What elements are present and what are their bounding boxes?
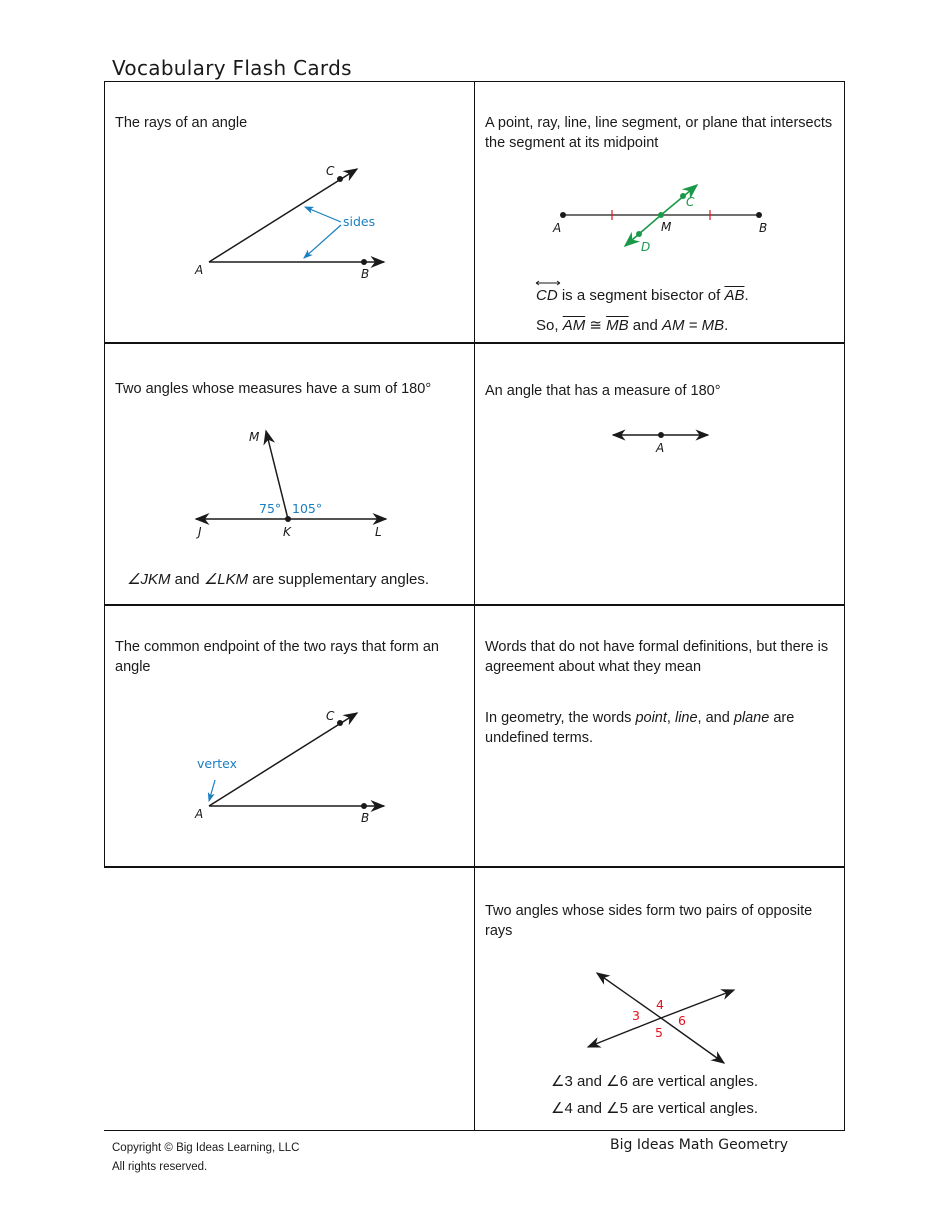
- and-text: and: [576, 1073, 602, 1090]
- vertex-diagram: [105, 606, 476, 868]
- congruent-symbol: ≅: [589, 317, 602, 334]
- and-text: and: [632, 317, 658, 334]
- segment-bisector-diagram: [475, 82, 846, 344]
- example-text: [485, 708, 834, 748]
- term-point: point: [635, 710, 667, 726]
- label-j: J: [198, 525, 202, 539]
- and-text: and: [174, 571, 200, 588]
- point-m: [658, 212, 664, 218]
- angle-75: 75°: [259, 501, 282, 516]
- angle-6-ref: ∠6: [606, 1073, 628, 1090]
- definition-text: The rays of an angle: [115, 115, 248, 131]
- point-b: [361, 259, 367, 265]
- point-c: [337, 720, 343, 726]
- point-c: [337, 176, 343, 182]
- bisector-statement: [536, 287, 749, 304]
- bisector-text: is a segment bisector of: [561, 287, 721, 304]
- label-c: C: [326, 709, 335, 723]
- label-b: B: [361, 811, 370, 825]
- vertex-callout: vertex: [197, 756, 237, 771]
- example-post: are undefined terms.: [485, 710, 795, 746]
- label-a: A: [195, 263, 204, 277]
- flash-card-segment-bisector: [474, 81, 845, 343]
- point-a: [658, 432, 664, 438]
- mb-notation: $\overline{MB}$: [606, 317, 629, 334]
- bottom-divider: [104, 1130, 475, 1131]
- statement-rest: are vertical angles.: [632, 1073, 759, 1090]
- vertical-angles-diagram: [475, 868, 846, 1132]
- point-a: [560, 212, 566, 218]
- ray-lower-left: [588, 1018, 661, 1047]
- label-b: B: [759, 221, 768, 235]
- label-m: M: [249, 430, 260, 444]
- sides-diagram: [105, 82, 476, 344]
- sep1: ,: [666, 710, 671, 726]
- vertical-statement-1: [551, 1072, 758, 1090]
- angle-6: 6: [678, 1013, 686, 1028]
- footer-copyright: [112, 1139, 299, 1177]
- vertical-statement-2: [551, 1099, 758, 1117]
- ray-ac: [209, 169, 357, 262]
- angle-3: 3: [632, 1008, 640, 1023]
- point-k: [285, 516, 291, 522]
- copyright-text: Copyright © Big Ideas Learning, LLC: [112, 1142, 300, 1154]
- angle-5-ref: ∠5: [606, 1100, 628, 1117]
- cd-notation: CD: [536, 287, 558, 304]
- ray-lower-right: [661, 1018, 724, 1063]
- ray-upper-right: [661, 990, 734, 1018]
- sides-callout: sides: [343, 214, 376, 229]
- angle-4-ref: ∠4: [551, 1100, 573, 1117]
- callout-arrow-upper: [305, 207, 341, 222]
- term-plane: plane: [733, 710, 770, 726]
- ab-notation: $\overline{AB}$: [724, 287, 745, 304]
- page-title: Vocabulary Flash Cards: [112, 56, 352, 80]
- label-l: L: [375, 525, 382, 539]
- flash-card-vertical-angles: [474, 867, 845, 1131]
- angle-105: 105°: [292, 501, 323, 516]
- angle-jkm: ∠JKM: [127, 571, 171, 588]
- callout-arrow-lower: [304, 225, 341, 258]
- flash-card-blank: [104, 867, 475, 1131]
- sep2: , and: [697, 710, 730, 726]
- label-k: K: [283, 525, 291, 539]
- definition-text: A point, ray, line, line segment, or plane that intersects the segment at its midpoint: [485, 115, 833, 151]
- rights-text: All rights reserved.: [112, 1161, 208, 1173]
- am-notation: $\overline{AM}$: [562, 317, 586, 334]
- label-d: D: [641, 240, 651, 254]
- flash-card-undefined-terms: [474, 605, 845, 867]
- so-text: So,: [536, 317, 559, 334]
- label-a: A: [195, 807, 204, 821]
- label-c: C: [326, 164, 335, 178]
- label-a: A: [553, 221, 562, 235]
- flash-card-straight-angle: [474, 343, 845, 605]
- point-d: [636, 231, 642, 237]
- angle-lkm: ∠LKM: [203, 571, 249, 588]
- term-line: line: [674, 710, 698, 726]
- flash-card-supplementary: [104, 343, 475, 605]
- period: .: [744, 287, 749, 304]
- footer-book-title: Big Ideas Math Geometry: [610, 1137, 789, 1153]
- angle-5: 5: [655, 1025, 663, 1040]
- statement-rest: are vertical angles.: [632, 1100, 759, 1117]
- point-b: [756, 212, 762, 218]
- ray-upper-left: [597, 973, 661, 1018]
- statement-rest: are supplementary angles.: [252, 571, 430, 588]
- definition-text: Two angles whose sides form two pairs of opposite rays: [485, 903, 813, 939]
- flash-card-sides: [104, 81, 475, 343]
- congruence-statement: [536, 316, 728, 334]
- label-a: A: [656, 441, 665, 455]
- definition-text: Two angles whose measures have a sum of 180°: [115, 381, 432, 397]
- supplementary-statement: [127, 570, 429, 588]
- point-b: [361, 803, 367, 809]
- callout-arrow: [209, 780, 215, 801]
- flash-card-vertex: [104, 605, 475, 867]
- angle-4: 4: [656, 997, 664, 1012]
- example-pre: In geometry, the words: [485, 710, 632, 726]
- definition-text: Words that do not have formal definitions, but there is agreement about what they mean: [485, 639, 829, 675]
- label-b: B: [361, 267, 370, 281]
- definition-text: An angle that has a measure of 180°: [485, 383, 721, 399]
- definition-text: The common endpoint of the two rays that form an angle: [115, 639, 439, 675]
- supplementary-diagram: [105, 344, 476, 606]
- label-c: C: [686, 195, 695, 209]
- label-m: M: [661, 220, 672, 234]
- angle-3-ref: ∠3: [551, 1073, 573, 1090]
- and-text: and: [576, 1100, 602, 1117]
- period: .: [724, 317, 729, 334]
- straight-angle-diagram: [475, 344, 846, 606]
- equation: AM = MB: [661, 317, 725, 334]
